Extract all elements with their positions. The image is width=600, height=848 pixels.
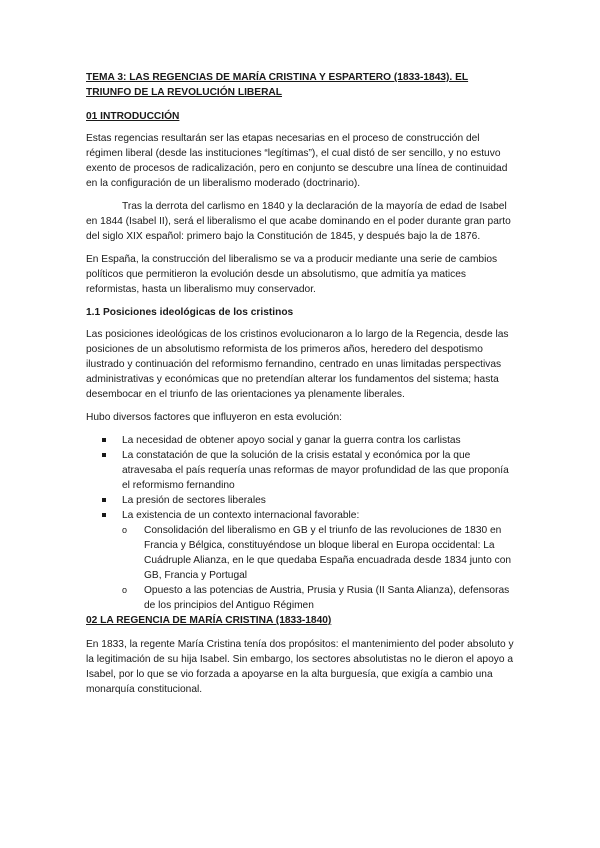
subsection-heading-posiciones: 1.1 Posiciones ideológicas de los cristinos <box>86 307 294 318</box>
list-item-text: La existencia de un contexto internacional favorable: <box>122 510 360 521</box>
paragraph: Las posiciones ideológicas de los cristinos evolucionaron a lo largo de la Regencia, desde las posiciones de un absolutismo reformista de los primeros años, heredero del despotismo ilustrado y continuación del reformismo fernandino, centrado en unas limitadas perspectivas administrativas y económicas que no pretendían alterar los fundamentos del sistema; hasta desembocar en el triunfo de las orientaciones ya plenamente liberales. <box>86 329 509 400</box>
paragraph: Hubo diversos factores que influyeron en esta evolución: <box>86 412 342 423</box>
sub-list-item: o Consolidación del liberalismo en GB y el triunfo de las revoluciones de 1830 en Francia y Bélgica, constituyéndose un bloque liberal en Europa occidental: La Cuádruple Alianza, en le que quedaba España encuadrada desde 1834 junto con GB, Francia y Portugal <box>144 523 514 583</box>
list-item <box>122 508 514 613</box>
subfactors-list <box>122 523 514 613</box>
list-item: La constatación de que la solución de la crisis estatal y económica por la que atravesaba el país requería unas reformas de mayor profundidad de las que proponía el reformismo fernandino <box>122 448 514 493</box>
sub-list-item: o Opuesto a las potencias de Austria, Prusia y Rusia (II Santa Alianza), defensoras de los principios del Antiguo Régimen <box>144 583 514 613</box>
paragraph: En España, la construcción del liberalismo se va a producir mediante una serie de cambios políticos que permitieron la evolución desde un absolutismo, que admitía ya matices reformistas, hasta un liberalismo muy conservador. <box>86 254 498 295</box>
section-heading-regencia: 02 LA REGENCIA DE MARÍA CRISTINA (1833-1840) <box>86 615 332 626</box>
paragraph: En 1833, la regente María Cristina tenía dos propósitos: el mantenimiento del poder absoluto y la legitimación de su hija Isabel. Sin embargo, los sectores absolutistas no le dieron el apoyo a Isabel, por lo que se vio forzada a apoyarse en la alta burguesía, que exigía a cambio una monarquía constitucional. <box>86 639 514 695</box>
section-heading-introduccion: 01 INTRODUCCIÓN <box>86 111 180 122</box>
list-item: La presión de sectores liberales <box>122 493 514 508</box>
paragraph: Estas regencias resultarán ser las etapas necesarias en el proceso de construcción del régimen liberal (desde las instituciones “legítimas”), el cual distó de ser sencillo, y no estuvo exento de procesos de radicalización, pero en conjunto se descubre una línea de continuidad en la configuración de un liberalismo moderado (doctrinario). <box>86 133 508 189</box>
factors-list <box>86 433 514 613</box>
paragraph: Tras la derrota del carlismo en 1840 y la declaración de la mayoría de edad de Isabel en 1844 (Isabel II), será el liberalismo el que acabe dominando en el poder durante gran parto del siglo XIX español: primero bajo la Constitución de 1845, y después bajo la de 1876. <box>86 201 511 242</box>
document-title: TEMA 3: LAS REGENCIAS DE MARÍA CRISTINA Y ESPARTERO (1833-1843). EL TRIUNFO DE LA REVOLUCIÓN LIBERAL <box>86 72 469 98</box>
list-item: La necesidad de obtener apoyo social y ganar la guerra contra los carlistas <box>122 433 514 448</box>
